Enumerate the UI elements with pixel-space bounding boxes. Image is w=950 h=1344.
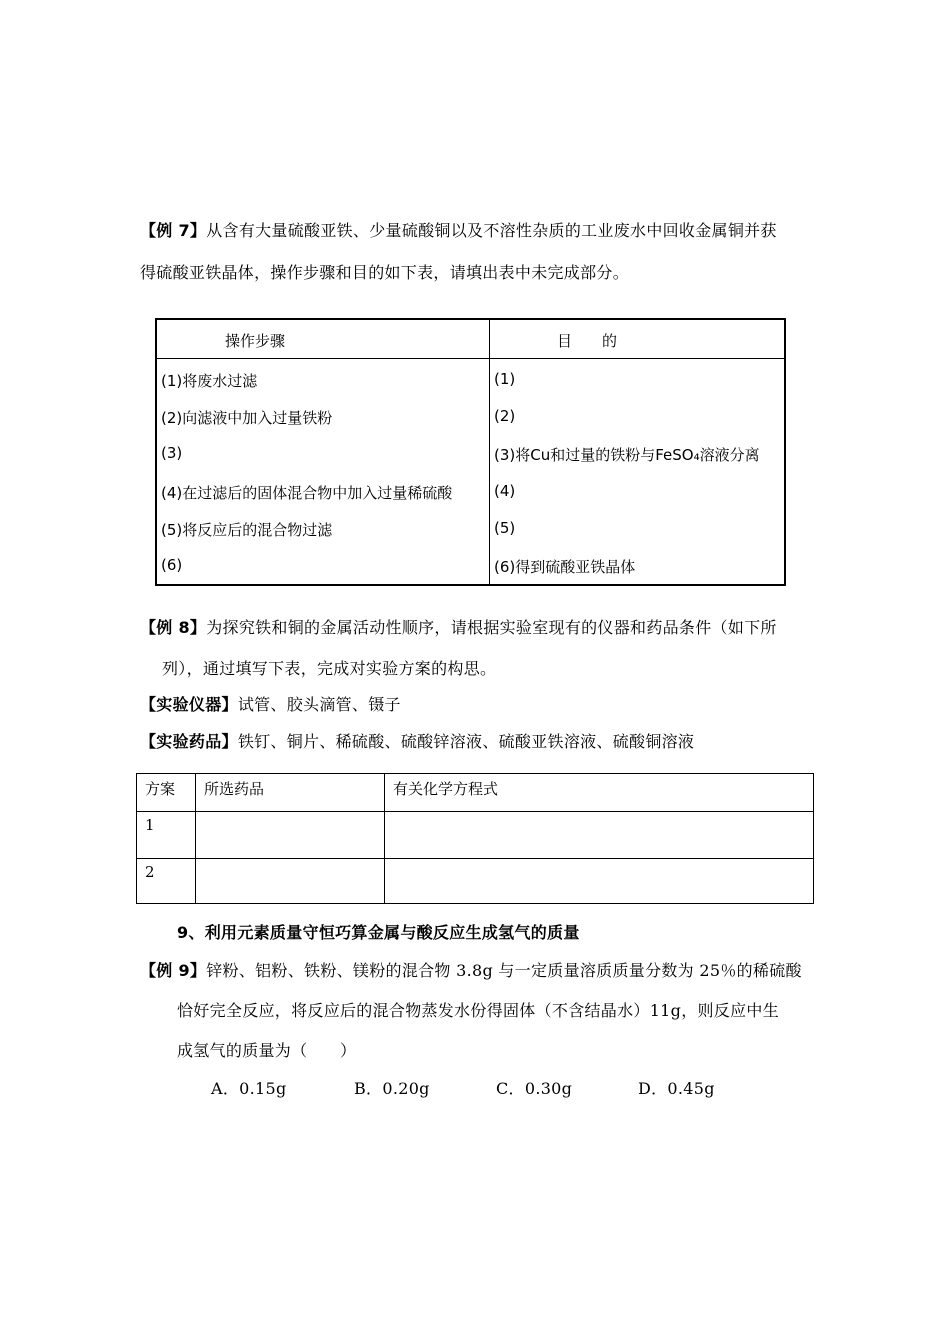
header-plan: 方案 — [137, 774, 196, 812]
table-header-steps: 操作步骤 — [225, 332, 286, 350]
example-9-line-1 — [140, 958, 802, 981]
instruments-text: 试管、胶头滴管、镊子 — [237, 695, 401, 714]
table-purpose-1: (1) — [494, 370, 516, 388]
table-step-4: (4)在过滤后的固体混合物中加入过量稀硫酸 — [161, 484, 453, 502]
steps-purpose-table — [155, 318, 786, 586]
table-header-row — [137, 774, 814, 812]
example-8-line-2: 列），通过填写下表，完成对实验方案的构思。 — [162, 659, 497, 678]
reagents-line — [140, 729, 694, 752]
header-equations: 有关化学方程式 — [385, 774, 814, 812]
example-9-line-3: 成氢气的质量为（ ） — [177, 1041, 357, 1060]
example-9-tag: 【例 9】 — [140, 961, 207, 980]
example-7-line-1 — [140, 218, 777, 241]
reagents-text: 铁钉、铜片、稀硫酸、硫酸锌溶液、硫酸亚铁溶液、硫酸铜溶液 — [237, 732, 695, 751]
example-7-line-2: 得硫酸亚铁晶体，操作步骤和目的如下表，请填出表中未完成部分。 — [140, 263, 630, 282]
instruments-tag: 【实验仪器】 — [140, 695, 238, 714]
instruments-line — [140, 692, 401, 715]
table-step-1: (1)将废水过滤 — [161, 372, 258, 390]
table-purpose-6: (6)得到硫酸亚铁晶体 — [494, 558, 636, 576]
reagents-cell-1[interactable] — [196, 812, 385, 858]
example-9-text-1: 锌粉、铝粉、铁粉、镁粉的混合物 3.8g 与一定质量溶质质量分数为 25％的稀硫酸 — [206, 961, 802, 980]
table-purpose-5: (5) — [494, 519, 516, 537]
equation-cell-1[interactable] — [385, 812, 814, 858]
example-8-line-1 — [140, 615, 777, 638]
table-step-2: (2)向滤液中加入过量铁粉 — [161, 409, 333, 427]
table-purpose-3: (3)将Cu和过量的铁粉与FeSO₄溶液分离 — [494, 446, 760, 464]
option-c: C．0.30g — [496, 1079, 573, 1098]
experiment-plan-table — [136, 773, 814, 904]
plan-number-1: 1 — [137, 812, 196, 858]
section-9-title: 9、利用元素质量守恒巧算金属与酸反应生成氢气的质量 — [177, 923, 580, 942]
header-reagents: 所选药品 — [196, 774, 385, 812]
example-7-text-1: 从含有大量硫酸亚铁、少量硫酸铜以及不溶性杂质的工业废水中回收金属铜并获 — [206, 221, 777, 240]
example-8-tag: 【例 8】 — [140, 618, 207, 637]
table-row — [137, 858, 814, 903]
equation-cell-2[interactable] — [385, 858, 814, 903]
table-header-purpose: 目 的 — [557, 332, 618, 350]
table-column-divider — [489, 320, 490, 584]
option-a: A．0.15g — [211, 1079, 287, 1098]
option-d: D．0.45g — [638, 1079, 715, 1098]
table-step-5: (5)将反应后的混合物过滤 — [161, 521, 333, 539]
reagents-cell-2[interactable] — [196, 858, 385, 903]
table-row — [137, 812, 814, 858]
table-purpose-4: (4) — [494, 482, 516, 500]
example-9-line-2: 恰好完全反应，将反应后的混合物蒸发水份得固体（不含结晶水）11g，则反应中生 — [177, 1001, 780, 1020]
example-7-tag: 【例 7】 — [140, 221, 207, 240]
option-b: B．0.20g — [354, 1079, 430, 1098]
example-8-text-1: 为探究铁和铜的金属活动性顺序，请根据实验室现有的仪器和药品条件（如下所 — [206, 618, 777, 637]
plan-number-2: 2 — [137, 858, 196, 903]
table-header-divider — [157, 358, 784, 359]
table-step-3: (3) — [161, 444, 183, 462]
reagents-tag: 【实验药品】 — [140, 732, 238, 751]
table-step-6: (6) — [161, 556, 183, 574]
table-purpose-2: (2) — [494, 407, 516, 425]
